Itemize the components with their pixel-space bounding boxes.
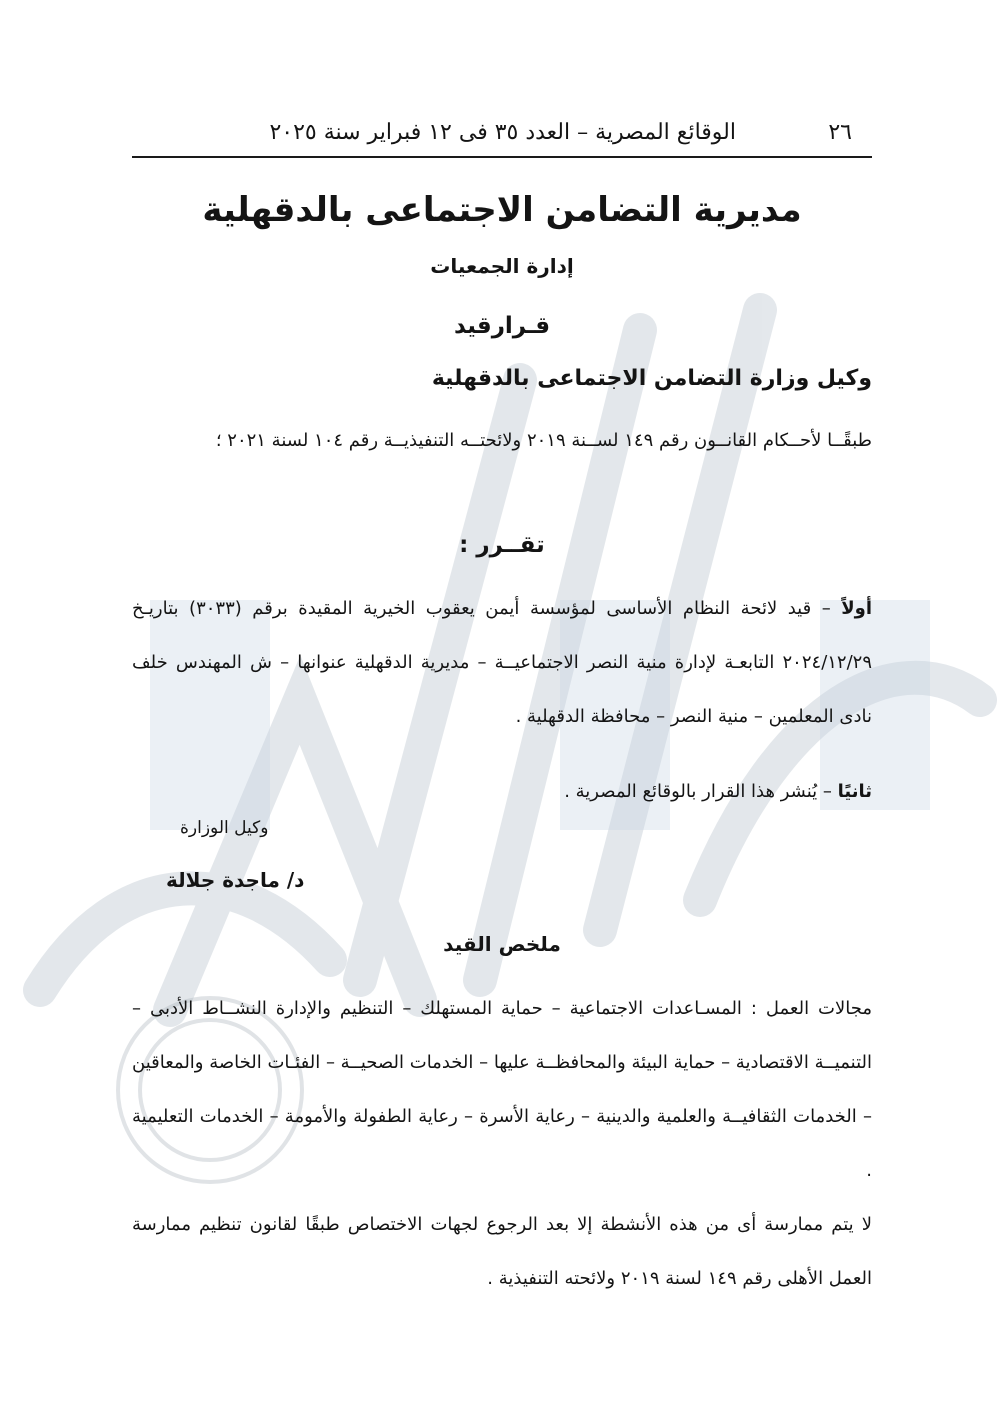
signatory-title: وكيل الوزارة <box>180 818 269 838</box>
closing-paragraph: لا يتم ممارسة أى من هذه الأنشطة إلا بعد الرجوع لجهات الاختصاص طبقًا لقانون تنظيم ممارسة العمل الأهلى رقم ١٤٩ لسنة ٢٠١٩ ولائحته التنفيذية . <box>132 1214 872 1289</box>
article-first <box>132 582 872 744</box>
page-number: ٢٦ <box>828 120 852 145</box>
signatory-name: د/ ماجدة جلالة <box>166 868 305 892</box>
preamble-paragraph: طبقًــا لأحــكام القانــون رقم ١٤٩ لســنة ٢٠١٩ ولائحتــه التنفيذيــة رقم ١٠٤ لسنة ٢٠٢١ ؛ <box>215 430 872 451</box>
issue-line: الوقائع المصرية – العدد ٣٥ فى ١٢ فبراير سنة ٢٠٢٥ <box>269 120 736 145</box>
document-title: مديرية التضامن الاجتماعى بالدقهلية <box>202 190 802 230</box>
page-header <box>132 120 872 154</box>
article-second-label: ثانيًا <box>837 781 872 802</box>
decision-type: قـرارقيد <box>453 313 551 339</box>
article-second <box>132 765 872 819</box>
summary-heading: ملخص القيد <box>443 932 561 956</box>
article-second-text: – يُنشر هذا القرار بالوقائع المصرية . <box>564 781 838 802</box>
activity-fields-paragraph: مجالات العمل : المسـاعدات الاجتماعية – حماية المستهلك – التنظيم والإدارة النشــاط الأدبى – التنميــة الاقتصادية – حماية البيئة والمحافظــة عليها – الخدمات الصحيــة – الفئـات الخاصة والمعاقين – الخدمات الثقافيــة والعلمية والدينية – رعاية الأسرة – رعاية الطفولة والأمومة – الخدمات التعليمية . <box>132 998 872 1181</box>
header-rule <box>132 156 872 158</box>
department-name: إدارة الجمعيات <box>430 254 574 278</box>
article-first-text: – قيد لائحة النظام الأساسى لمؤسسة أيمن يعقوب الخيرية المقيدة برقم (٣٠٣٣) بتاريـخ ٢٠٢٤/١٢/٢٩ التابعـة لإدارة منية النصر الاجتماعيــة – مديرية الدقهلية عنوانها – ش المهندس خلف نادى المعلمين – منية النصر – محافظة الدقهلية . <box>132 598 872 727</box>
issuing-authority: وكيل وزارة التضامن الاجتماعى بالدقهلية <box>431 366 872 391</box>
decides-heading: تقــرر : <box>459 532 545 558</box>
article-first-label: أولاً <box>841 598 873 619</box>
